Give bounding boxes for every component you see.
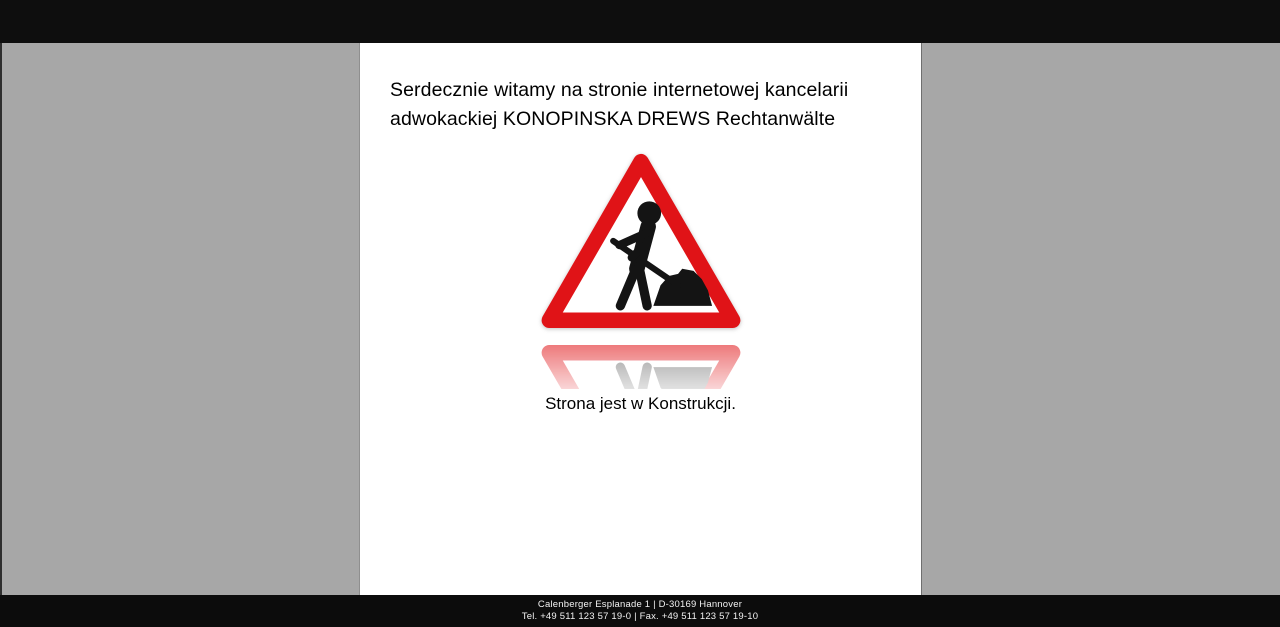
footer-contact: Tel. +49 511 123 57 19-0 | Fax. +49 511 123 57 19-10 <box>521 611 759 622</box>
top-header-bar <box>0 0 1280 43</box>
sign-reflection-image <box>538 337 744 389</box>
roadworks-under-construction-sign-icon <box>538 148 744 336</box>
welcome-heading <box>390 76 895 134</box>
content-panel <box>359 43 922 595</box>
welcome-heading-line2: adwokackiej KONOPINSKA DREWS Rechtanwälte <box>390 108 836 130</box>
footer-bar <box>0 595 1280 627</box>
footer-address: Calenberger Esplanade 1 | D-30169 Hannover <box>537 599 743 610</box>
under-construction-caption: Strona jest w Konstrukcji. <box>545 394 736 413</box>
sign-reflection <box>538 337 744 389</box>
under-construction-sign-area <box>360 148 921 414</box>
welcome-heading-line1: Serdecznie witamy na stronie internetowej kancelarii <box>390 79 849 101</box>
